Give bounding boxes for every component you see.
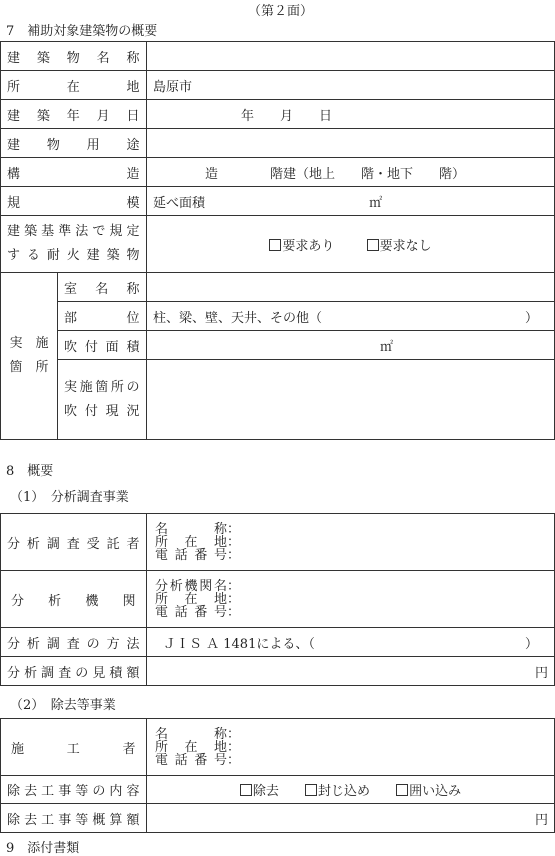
row-location (1, 71, 555, 100)
impl-label-line2: 箇 所 (9, 360, 49, 375)
spray-area-label: 吹付面積 (58, 331, 147, 360)
required-option[interactable] (269, 239, 334, 254)
row-built-date (1, 100, 555, 129)
structure-field[interactable] (147, 158, 555, 187)
colon: ： (227, 739, 241, 755)
work-content-label: 除去工事等の内容 (1, 776, 147, 804)
name-key: 名称 (155, 726, 227, 742)
spray-status-field[interactable] (147, 360, 555, 440)
scale-label: 規模 (1, 187, 147, 216)
structure-value: 造 階建（地上 階・地下 階） (205, 166, 466, 182)
method-value: ＪＩＳ Ａ 1481による、（ (163, 636, 315, 652)
agency-label: 分析機関 (1, 571, 147, 628)
subsection-removal-heading: （2） 除去等事業 (10, 698, 116, 713)
option-remove[interactable] (240, 784, 279, 799)
row-estimate (1, 657, 555, 686)
option-enclose[interactable] (396, 784, 461, 799)
fireproof-options (147, 216, 555, 273)
colon: ： (227, 726, 241, 742)
built-date-value: 年 月 日 (241, 108, 333, 124)
colon: ： (227, 578, 241, 594)
row-contractor (1, 514, 555, 571)
yen-unit: 円 (534, 665, 548, 681)
removal-work-table (0, 718, 555, 833)
spray-status-line2: 吹付現況 (64, 403, 141, 419)
phone-key: 電話番号 (155, 604, 227, 620)
builder-details[interactable] (147, 719, 555, 776)
agency-details[interactable] (147, 571, 555, 628)
work-cost-label: 除去工事等概算額 (1, 804, 147, 833)
built-date-field[interactable] (147, 100, 555, 129)
colon: ： (227, 591, 241, 607)
checkbox-icon[interactable] (240, 784, 252, 796)
row-method (1, 628, 555, 657)
scale-unit: ㎡ (369, 195, 383, 211)
not-required-option[interactable] (367, 239, 432, 254)
phone-key: 電話番号 (155, 752, 227, 768)
remove-label: 除去 (252, 784, 279, 799)
built-date-label: 建築年月日 (1, 100, 147, 129)
colon: ： (227, 547, 241, 563)
contractor-label: 分析調査受託者 (1, 514, 147, 571)
checkbox-icon[interactable] (367, 239, 379, 251)
spray-area-field[interactable] (147, 331, 555, 360)
seal-label: 封じ込め (317, 784, 370, 799)
room-name-label: 室名称 (58, 273, 147, 302)
checkbox-icon[interactable] (396, 784, 408, 796)
required-label: 要求あり (282, 238, 335, 254)
phone-key: 電話番号 (155, 547, 227, 563)
building-name-field[interactable] (147, 42, 555, 71)
row-use (1, 129, 555, 158)
method-field[interactable] (147, 628, 555, 657)
row-builder (1, 719, 555, 776)
row-fireproof (1, 216, 555, 273)
builder-label: 施工者 (1, 719, 147, 776)
implementation-area-label (1, 273, 58, 440)
location-value: 島原市 (153, 79, 193, 95)
row-work-cost (1, 804, 555, 833)
part-field[interactable] (147, 302, 555, 331)
spray-area-unit: ㎡ (380, 339, 394, 355)
row-part (1, 302, 555, 331)
page-number: （第２面） (248, 4, 314, 19)
structure-label: 構造 (1, 158, 147, 187)
part-label: 部位 (58, 302, 147, 331)
work-content-options (147, 776, 555, 804)
location-field[interactable] (147, 71, 555, 100)
row-spray-status (1, 360, 555, 440)
building-name-label: 建築物名称 (1, 42, 147, 71)
option-seal[interactable] (305, 784, 370, 799)
contractor-details[interactable] (147, 514, 555, 571)
address-key: 所在地 (155, 534, 227, 550)
section-7-heading: 7 補助対象建築物の概要 (6, 24, 158, 39)
colon: ： (227, 521, 241, 537)
row-building-name (1, 42, 555, 71)
work-cost-field[interactable] (147, 804, 555, 833)
row-structure (1, 158, 555, 187)
not-required-label: 要求なし (379, 238, 432, 254)
yen-unit: 円 (534, 812, 548, 828)
method-label: 分析調査の方法 (1, 628, 147, 657)
room-name-field[interactable] (147, 273, 555, 302)
row-agency (1, 571, 555, 628)
row-spray-area (1, 331, 555, 360)
use-label: 建物用途 (1, 129, 147, 158)
colon: ： (227, 534, 241, 550)
colon: ： (227, 604, 241, 620)
building-overview-table (0, 41, 555, 440)
agency-name-key: 分析機関名 (155, 578, 227, 594)
checkbox-icon[interactable] (305, 784, 317, 796)
subsection-analysis-heading: （1） 分析調査事業 (10, 490, 129, 505)
address-key: 所在地 (155, 591, 227, 607)
estimate-field[interactable] (147, 657, 555, 686)
colon: ： (227, 752, 241, 768)
address-key: 所在地 (155, 739, 227, 755)
part-value: 柱、梁、壁、天井、その他（ (153, 310, 323, 326)
part-close: ） (525, 310, 539, 326)
estimate-label: 分析調査の見積額 (1, 657, 147, 686)
use-field[interactable] (147, 129, 555, 158)
checkbox-icon[interactable] (269, 239, 281, 251)
section-8-heading: 8 概要 (6, 464, 54, 479)
impl-label-line1: 実 施 (9, 336, 49, 351)
location-label: 所在地 (1, 71, 147, 100)
fireproof-label-line1: 建築基準法で規定 (7, 224, 141, 239)
floor-area-label: 延べ面積 (153, 195, 206, 211)
fireproof-label (1, 216, 147, 273)
row-work-content (1, 776, 555, 804)
analysis-survey-table (0, 513, 555, 686)
fireproof-label-line2: する耐火建築物 (7, 248, 141, 263)
spray-status-label (58, 360, 147, 440)
section-9-heading: 9 添付書類 (6, 841, 80, 856)
name-key: 名称 (155, 521, 227, 537)
row-scale (1, 187, 555, 216)
method-close: ） (524, 636, 538, 652)
spray-status-line1: 実施箇所の (64, 379, 141, 395)
row-room-name (1, 273, 555, 302)
scale-field[interactable] (147, 187, 555, 216)
enclose-label: 囲い込み (409, 784, 462, 799)
